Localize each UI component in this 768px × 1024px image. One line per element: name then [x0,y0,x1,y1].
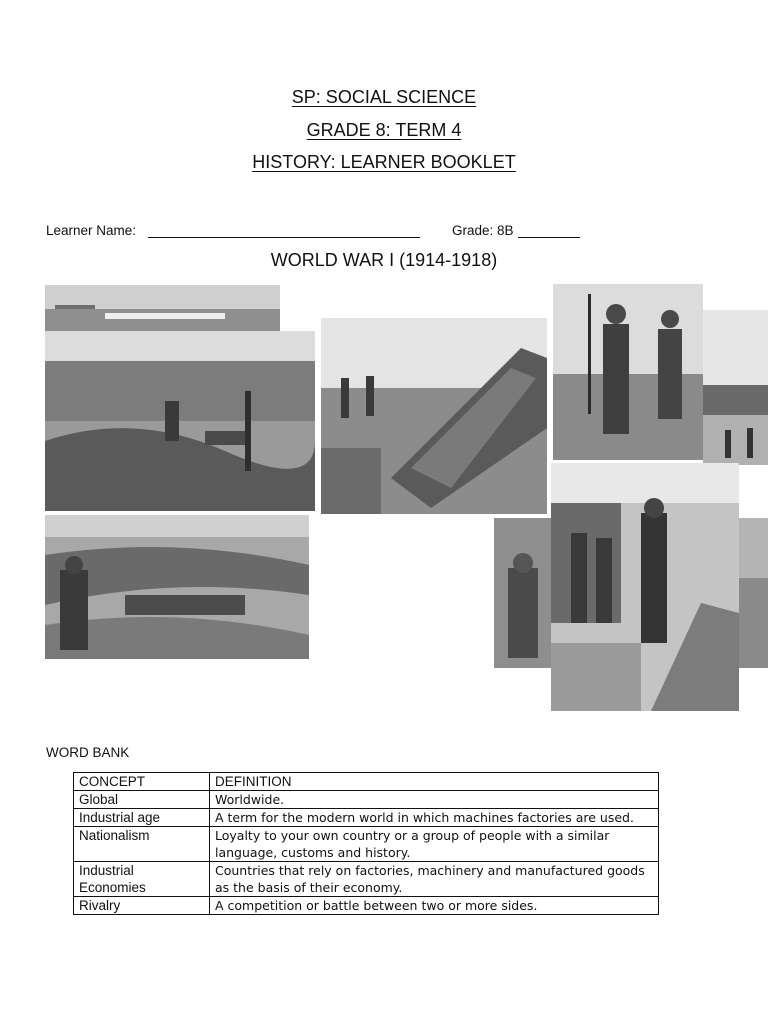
booklet-title: HISTORY: LEARNER BOOKLET [252,152,516,172]
concept-cell: Industrial Economies [74,862,210,897]
table-header-row [74,773,659,791]
column-header-concept: CONCEPT [74,773,210,791]
photo-soldiers-with-rifles [553,284,703,460]
photo-battlefield-distant [45,285,280,331]
photo-soldier-in-ditch [494,518,552,668]
concept-cell: Global [74,791,210,809]
table-row [74,809,659,827]
table-row [74,897,659,915]
definition-cell: Loyalty to your own country or a group of people with a similar language, customs and history. [210,827,659,862]
concept-cell: Rivalry [74,897,210,915]
photo-soldiers-edge [703,310,768,465]
photo-road-edge [739,518,768,668]
definition-cell: A competition or battle between two or more sides. [210,897,659,915]
definition-cell: Worldwide. [210,791,659,809]
concept-cell: Nationalism [74,827,210,862]
photo-trench-rifle-line [551,463,739,711]
grade-field[interactable] [518,237,580,238]
learner-name-field[interactable] [148,237,420,238]
definition-cell: Countries that rely on factories, machinery and manufactured goods as the basis of their economy. [210,862,659,897]
word-bank-table [73,772,659,915]
definition-cell: A term for the modern world in which machines factories are used. [210,809,659,827]
table-row [74,827,659,862]
grade-label: Grade: 8B [452,223,514,238]
table-row [74,862,659,897]
booklet-grade-term: GRADE 8: TERM 4 [306,120,462,140]
section-heading: WORLD WAR I (1914-1918) [270,250,498,270]
concept-cell: Industrial age [74,809,210,827]
photo-trench-soldiers-field [45,331,315,511]
word-bank-label: WORD BANK [46,745,130,760]
column-header-definition: DEFINITION [210,773,659,791]
photo-tank-in-trench [321,318,547,514]
learner-name-label: Learner Name: [46,223,137,238]
table-row [74,791,659,809]
booklet-subject-title: SP: SOCIAL SCIENCE [291,87,477,107]
photo-trench-officer [45,515,309,659]
